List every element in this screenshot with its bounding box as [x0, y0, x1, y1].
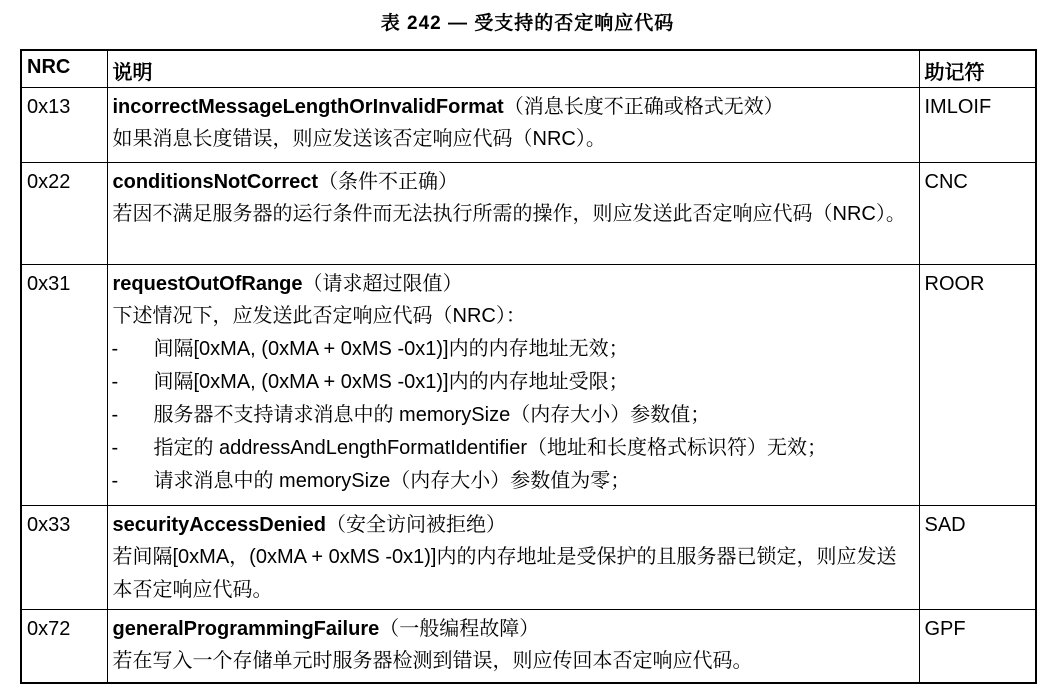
nrc-description-cell	[107, 163, 919, 265]
nrc-table	[20, 49, 1037, 684]
table-row	[21, 610, 1036, 683]
nrc-description-cell	[107, 610, 919, 683]
nrc-mnemonic: CNC	[919, 163, 1036, 265]
nrc-description: 若因不满足服务器的运行条件而无法执行所需的操作，则应发送此否定响应代码（NRC）。	[112, 203, 906, 225]
nrc-name-cn: （一般编程故障）	[379, 618, 540, 640]
nrc-name-cn: （条件不正确）	[318, 171, 459, 193]
table-header-row	[21, 50, 1036, 88]
table-row	[21, 163, 1036, 265]
nrc-code: 0x13	[21, 88, 107, 163]
nrc-description: 下述情况下，应发送此否定响应代码（NRC）：	[112, 305, 526, 327]
nrc-mnemonic: GPF	[919, 610, 1036, 683]
list-item: - 间隔[0xMA, (0xMA + 0xMS -0x1)]内的内存地址无效；	[111, 338, 629, 360]
nrc-name-cn: （消息长度不正确或格式无效）	[503, 96, 784, 118]
nrc-name-cn: （安全访问被拒绝）	[325, 514, 506, 536]
nrc-name: securityAccessDenied（安全访问被拒绝）	[112, 514, 506, 536]
nrc-code: 0x22	[21, 163, 107, 265]
nrc-name: requestOutOfRange（请求超过限值）	[112, 273, 463, 295]
header-nrc: NRC	[21, 50, 107, 88]
nrc-description: 若间隔[0xMA，(0xMA + 0xMS -0x1)]内的内存地址是受保护的且服务器已锁定，则应发送本否定响应代码。	[112, 546, 897, 601]
list-item: - 指定的 addressAndLengthFormatIdentifier（地址和长度格式标识符）无效；	[111, 437, 828, 459]
table-row	[21, 88, 1036, 163]
table-row	[21, 265, 1036, 506]
nrc-description: 若在写入一个存储单元时服务器检测到错误，则应传回本否定响应代码。	[112, 650, 753, 672]
list-item: - 间隔[0xMA, (0xMA + 0xMS -0x1)]内的内存地址受限；	[111, 371, 629, 393]
nrc-code: 0x33	[21, 506, 107, 610]
header-description: 说明	[107, 50, 919, 88]
nrc-description-cell	[107, 88, 919, 163]
nrc-mnemonic: SAD	[919, 506, 1036, 610]
nrc-mnemonic: IMLOIF	[919, 88, 1036, 163]
nrc-code: 0x72	[21, 610, 107, 683]
table-row	[21, 506, 1036, 610]
nrc-code: 0x31	[21, 265, 107, 506]
nrc-description-cell	[107, 506, 919, 610]
nrc-description-cell	[107, 265, 919, 506]
nrc-name-cn: （请求超过限值）	[302, 273, 463, 295]
nrc-description: 如果消息长度错误，则应发送该否定响应代码（NRC）。	[112, 128, 606, 150]
table-title: 表 242 — 受支持的否定响应代码	[380, 13, 675, 34]
list-item: - 请求消息中的 memorySize（内存大小）参数值为零；	[111, 470, 631, 492]
nrc-name: conditionsNotCorrect（条件不正确）	[112, 171, 459, 193]
nrc-name: generalProgrammingFailure（一般编程故障）	[112, 618, 540, 640]
header-mnemonic: 助记符	[919, 50, 1036, 88]
list-item: - 服务器不支持请求消息中的 memorySize（内存大小）参数值；	[111, 404, 711, 426]
nrc-mnemonic: ROOR	[919, 265, 1036, 506]
nrc-name: incorrectMessageLengthOrInvalidFormat（消息长度不正确或格式无效）	[112, 96, 784, 118]
